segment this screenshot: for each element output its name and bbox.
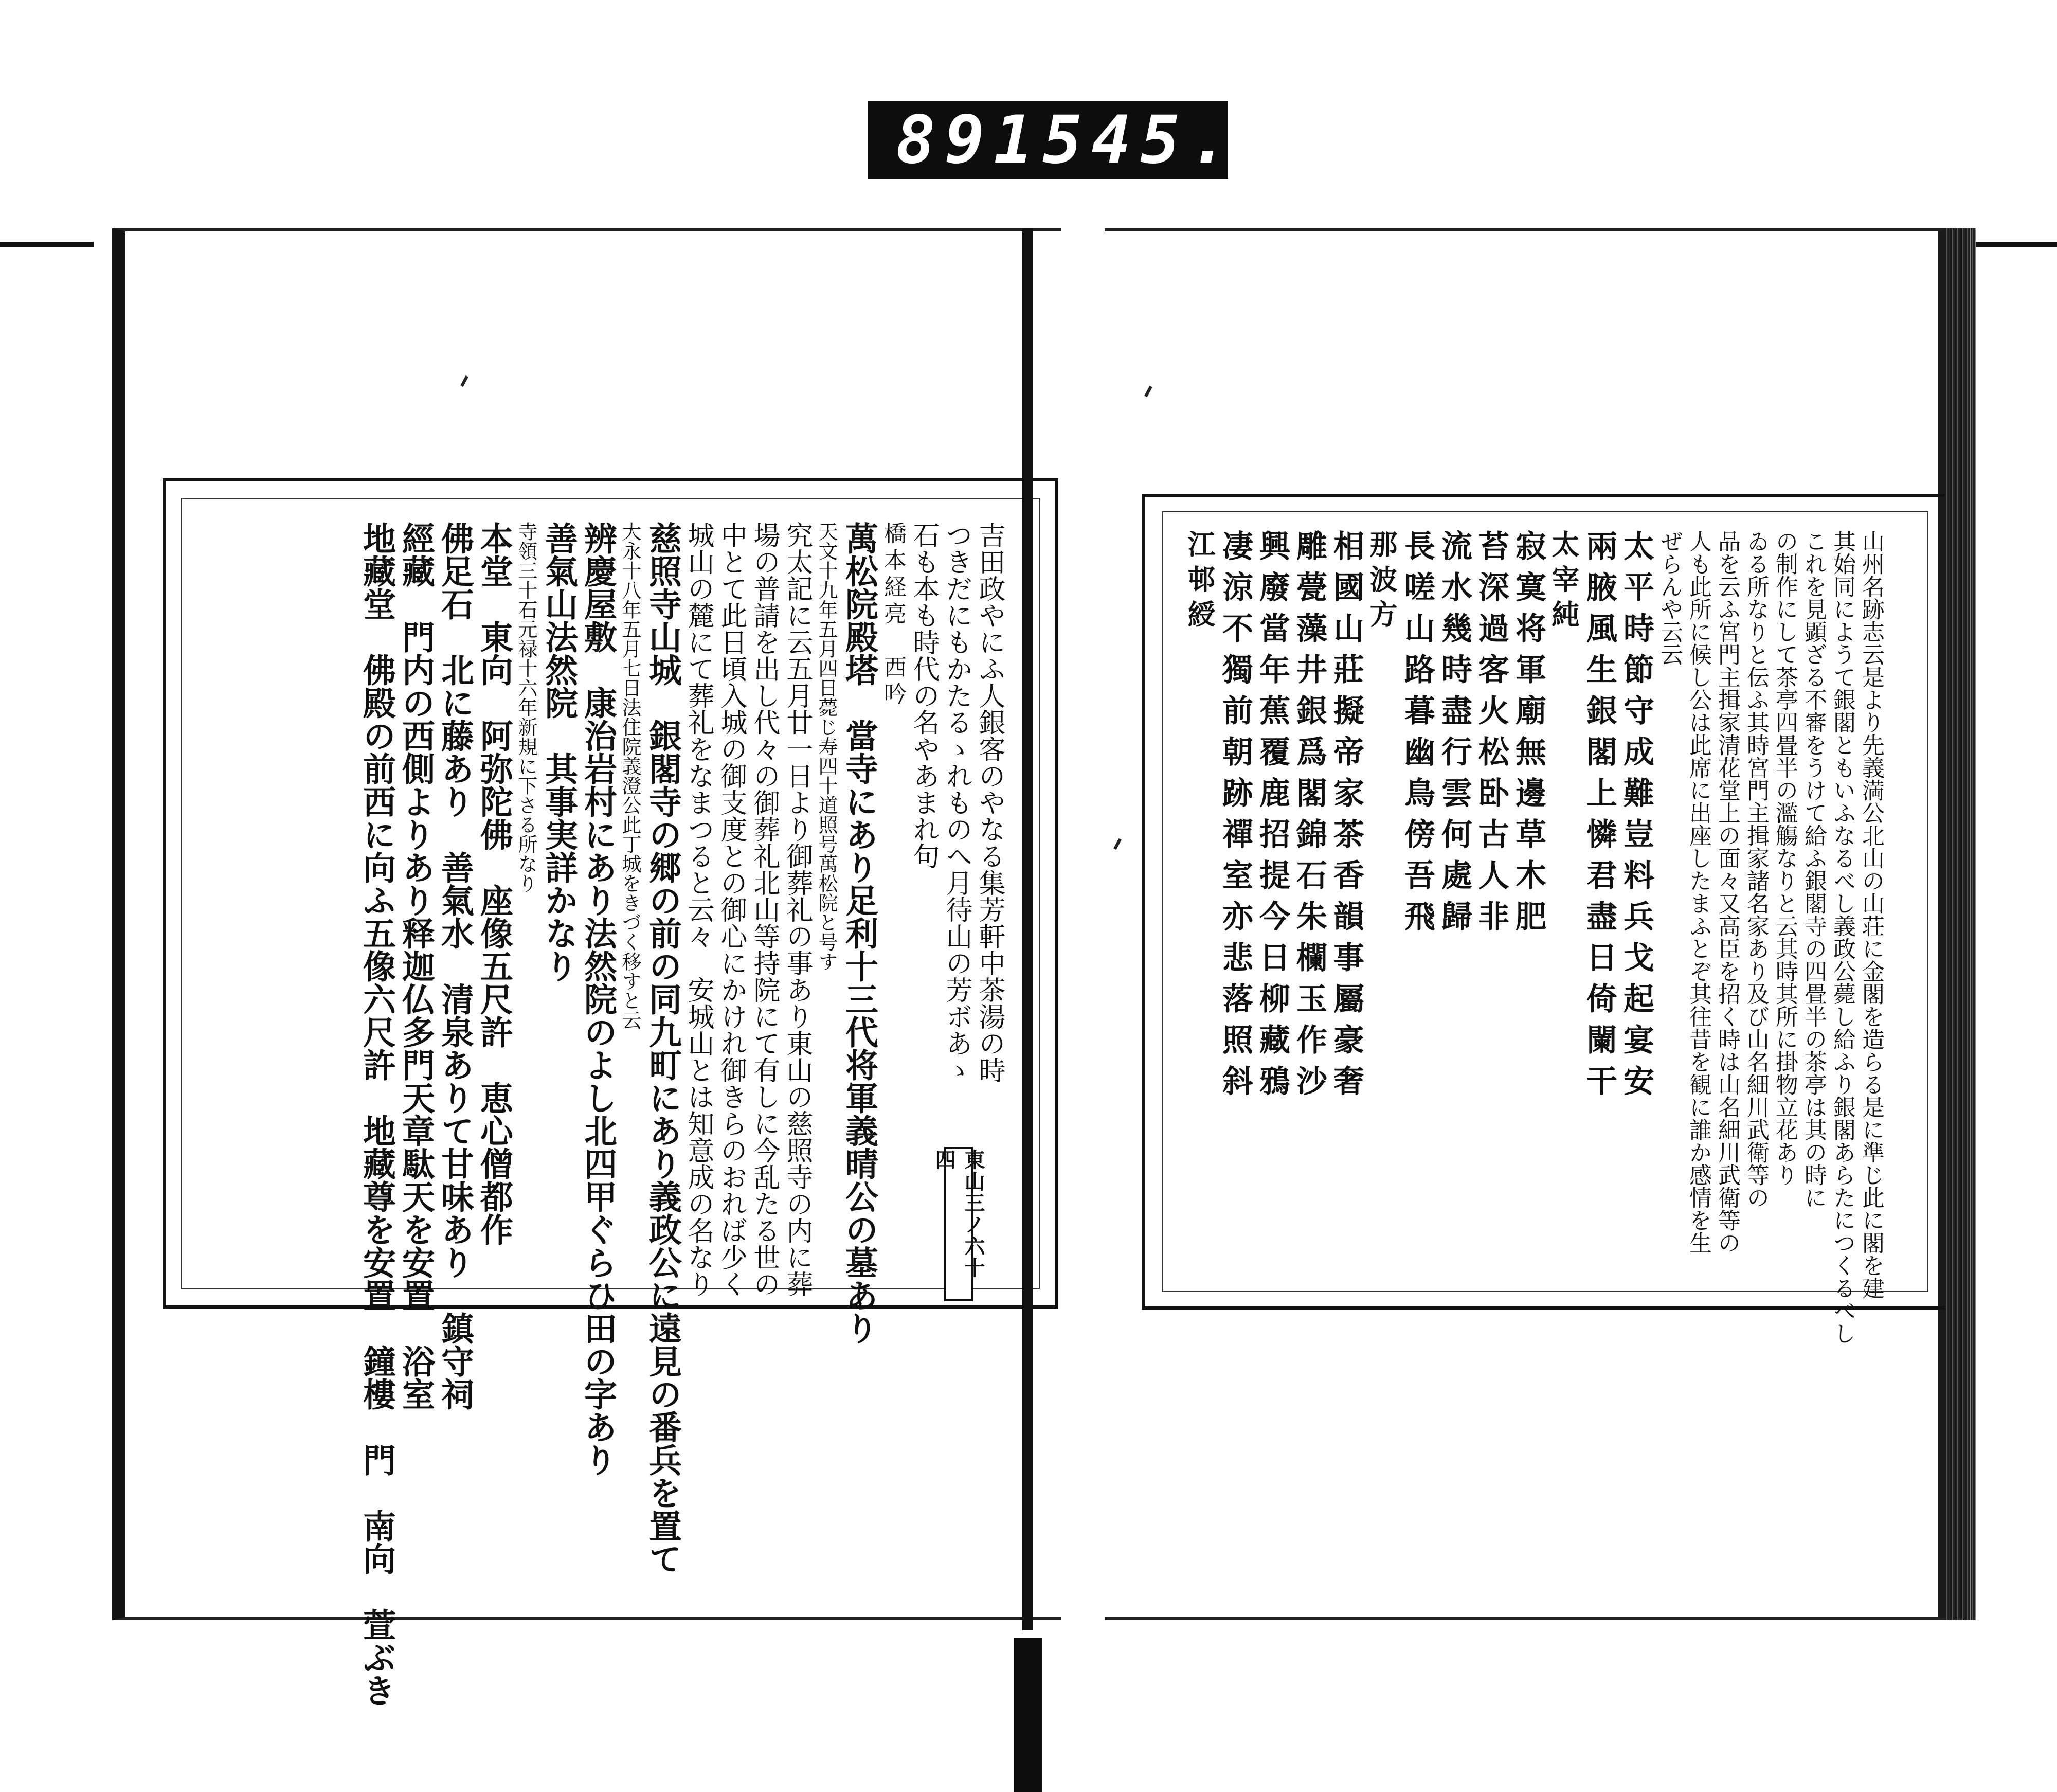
- text-column: 寂寞将軍廟無邊草木肥: [1510, 530, 1546, 941]
- text-column: 場の普請を出し代々の御葬礼北山等持院にて有しに今乱たる世の: [749, 522, 780, 1297]
- text-column: ぜらんや云云: [1656, 530, 1683, 666]
- text-column: 興廢當年蕉覆鹿招提今日柳藏鴉: [1254, 530, 1290, 1106]
- text-column: 吉田政やにふ人銀客のやなる集芳軒中茶湯の時: [974, 522, 1005, 1083]
- text-column: 大永十八年五月七日法住院義澄公此丁城をきづく移すと云: [619, 522, 641, 1030]
- text-column: 地藏堂 佛殿の前西に向ふ五像六尺許 地藏尊を安置 鐘樓 門 南向 萱ぶき: [357, 522, 396, 1707]
- text-column: 江邨綬: [1183, 530, 1216, 635]
- text-column: 慈照寺山城 銀閣寺の郷の前の同九町にあり義政公に遠見の番兵を置て: [643, 522, 682, 1575]
- open-book: [94, 228, 1971, 1707]
- text-column: 凄涼不獨前朝跡禪室亦悲落照斜: [1217, 530, 1253, 1106]
- right-page: [1105, 228, 1960, 1620]
- text-column: 長嗟山路暮幽鳥傍吾飛: [1399, 530, 1435, 941]
- page-edge-stack: [1945, 228, 1976, 1620]
- text-column: 太宰純: [1547, 530, 1580, 635]
- scan-edge-left: [0, 242, 94, 247]
- text-column: 那波方: [1365, 530, 1398, 635]
- left-text-columns: [215, 522, 1005, 1707]
- right-text-columns: [1183, 530, 1884, 1345]
- archive-stamp: [868, 101, 1238, 179]
- text-column: 相國山莊擬帝家茶香韻事屬豪奢: [1328, 530, 1364, 1106]
- stamp-number-left: 891: [896, 101, 1043, 178]
- scan-edge-right: [1963, 242, 2057, 247]
- text-column: の制作にして茶亭四畳半の濫觴なりと云其時其所に掛物立花あり: [1772, 530, 1798, 1186]
- gutter-tab: [1014, 1638, 1042, 1792]
- text-column: 石も本も時代の名やあまれ句: [908, 522, 939, 869]
- text-column: つきだにもかたるゝれものへ月待山の芳ボあゝ: [941, 522, 972, 1083]
- text-column: ゐる所なりと伝ふ其時宮門主揖家諸名家あり及び山名細川武衛等の: [1743, 530, 1769, 1209]
- left-text-frame: [163, 478, 1058, 1707]
- text-column: 苔深過客火松卧古人非: [1473, 530, 1509, 941]
- text-column: 品を云ふ宮門主揖家清花堂上の面々又高臣を招く時は山名細川武衛等の: [1714, 530, 1740, 1254]
- text-column: 天文十九年五月四日薨じ寿四十道照号萬松院と号す: [815, 522, 838, 971]
- text-column: 究太記に云五月廿一日より御葬礼の事あり東山の慈照寺の内に葬: [782, 522, 813, 1297]
- text-column: 雕甍藻井銀爲閣錦石朱欄玉作沙: [1291, 530, 1327, 1106]
- text-column: 兩腋風生銀閣上憐君盡日倚闌干: [1581, 530, 1617, 1106]
- text-column: 本堂 東向 阿弥陀佛 座像五尺許 恵心僧都作: [475, 522, 513, 1246]
- left-page: [112, 228, 1061, 1707]
- side-label: [944, 1147, 973, 1301]
- stamp-number-right: 545.: [1042, 101, 1238, 178]
- text-column: 萬松院殿塔 當寺にあり足利十三代将軍義晴公の墓あり: [840, 522, 878, 1345]
- text-column: 寺領三十石元禄十六年新規に下さる所なり: [515, 522, 537, 893]
- text-column: 山州名跡志云是より先義満公北山の山荘に金閣を造らる是に準じ此に閣を建: [1858, 530, 1884, 1299]
- text-column: 人も此所に候し公は此席に出座したまふとぞ其往昔を観に誰か感情を生: [1685, 530, 1711, 1254]
- text-column: 經藏 門内の西側よりあり释迦仏多門天章駄天を安置 浴室: [396, 522, 435, 1410]
- text-column: 流水幾時盡行雲何處歸: [1436, 530, 1472, 941]
- text-column: 辨慶屋敷 康治岩村にあり法然院のよし北四甲ぐらひ田の字あり: [579, 522, 617, 1476]
- text-column: 中とて此日頃入城の御支度との御心にかけれ御きらのおれば少く: [716, 522, 747, 1297]
- text-column: 善氣山法然院 其事実詳かなり: [539, 522, 578, 982]
- text-column: これを見顕ざる不審をうけて給ふ銀閣寺の四畳半の茶亭は其の時に: [1800, 530, 1827, 1209]
- text-column: 橋本経亮 西吟: [880, 522, 906, 709]
- right-text-frame: [1142, 494, 1949, 1345]
- text-column: 其始同にようて銀閣ともいふなるべし義政公薨し給ふり銀閣あらたにつくるべし: [1829, 530, 1855, 1345]
- text-column: 太平時節守成難豈料兵戈起宴安: [1618, 530, 1654, 1106]
- text-column: 城山の麓にて葬礼をなまつると云々 安城山とは知意成の名なり: [683, 522, 714, 1297]
- book-gutter: [1022, 228, 1033, 1630]
- text-column: 佛足石 北に藤あり 善氣水 清泉ありて甘味あり 鎮守祠: [436, 522, 474, 1410]
